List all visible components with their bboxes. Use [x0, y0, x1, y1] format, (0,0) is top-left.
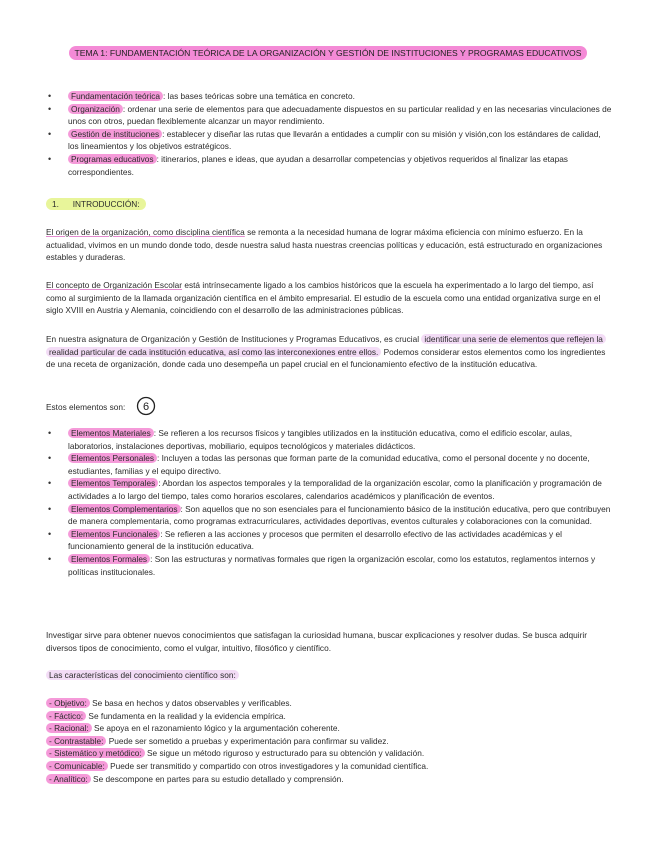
characteristic-term: - Racional: [46, 723, 92, 733]
characteristic-term: - Objetivo: [46, 698, 90, 708]
element-term: Elementos Formales [68, 554, 150, 564]
definition-term: Gestión de instituciones [68, 129, 162, 139]
characteristic-text: Se fundamenta en la realidad y la evidencia empírica. [86, 710, 286, 721]
concept-text: está intrínsecamente ligado a los cambios históricos que la escuela ha experimentado a lo largo del tiempo, así como al surgimiento de la llamada organización científica en el ámbito empresarial. El estudio de la escuela como una entidad organizativa surge en el siglo XVIII en Austria y Alemania, coincidiendo con el desarrollo de las administraciones públicas. [46, 280, 601, 316]
elements-intro: Estos elementos son: [46, 402, 126, 413]
element-item [46, 503, 612, 528]
element-item [46, 452, 612, 477]
research-text: Investigar sirve para obtener nuevos conocimientos que satisfagan la curiosidad humana, buscar explicaciones y resolver dudas. Se busca adquirir diversos tipos de conocimiento, como el vulgar, intuitivo, filosófico y científico. [46, 630, 587, 653]
origin-lead: El origen de la organización, como disciplina científica [46, 227, 245, 237]
definition-item [46, 153, 612, 178]
title-block [55, 46, 601, 61]
characteristic-term: - Contrastable: [46, 736, 106, 746]
characteristic-term: - Fáctico: [46, 711, 86, 721]
element-text: : Son aquellos que no son esenciales para el funcionamiento básico de la institución educativa, pero que contribuyen de manera complementaria, como programas extracurriculares, actividades deportivas, eventos culturales y colaboraciones con la comunidad. [68, 503, 611, 527]
definition-text: : itinerarios, planes e ideas, que ayudan a desarrollar competencias y objetivos requeridos al finalizar las etapas correspondientes. [68, 153, 568, 177]
characteristic-term: - Comunicable: [46, 761, 108, 771]
page-title: TEMA 1: FUNDAMENTACIÓN TEÓRICA DE LA ORGANIZACIÓN Y GESTIÓN DE INSTITUCIONES Y PROGRAMAS EDUCATIVOS [69, 46, 588, 60]
intro-heading: 1. INTRODUCCIÓN: [46, 198, 146, 210]
element-term: Elementos Materiales [68, 428, 154, 438]
characteristic-term: - Analítico: [46, 774, 91, 784]
characteristic-text: Puede ser sometido a pruebas y experimentación para confirmar su validez. [106, 735, 389, 746]
circled-number-icon [136, 396, 156, 416]
definition-item [46, 128, 612, 153]
concept-lead: El concepto de Organización Escolar [46, 280, 183, 290]
element-text: : Abordan los aspectos temporales y la temporalidad de la organización escolar, como la planificación y programación de actividades a lo largo del tiempo, tales como horarios escolares, calendarios académicos y planificación de eventos. [68, 478, 602, 501]
characteristic-item [46, 735, 612, 748]
paragraph-origin [46, 226, 612, 264]
paragraph-subject [46, 333, 612, 371]
element-item [46, 553, 612, 578]
element-text: : Son las estructuras y normativas formales que rigen la organización escolar, como los estatutos, reglamentos internos y políticas institucionales. [68, 553, 596, 577]
element-term: Elementos Personales [68, 453, 157, 463]
element-text: : Se refieren a las acciones y procesos que permiten el desarrollo efectivo de las actividades académicas y el funcionamiento general de la institución educativa. [68, 528, 562, 552]
paragraph-research [46, 629, 612, 654]
element-text: : Se refieren a los recursos físicos y tangibles utilizados en la institución educativa, como el edificio escolar, aulas, laboratorios, instalaciones deportivas, mobiliario, equipos tecnológicos y materiales didácticos. [68, 428, 573, 451]
element-term: Elementos Complementarios [68, 504, 181, 514]
definition-text: : las bases teóricas sobre una temática en concreto. [163, 91, 355, 101]
characteristics-heading: Las características del conocimiento científico son: [46, 670, 239, 680]
definitions-list [46, 90, 612, 178]
characteristic-text: Se apoya en el razonamiento lógico y la argumentación coherente. [91, 723, 340, 734]
characteristic-item [46, 760, 612, 773]
element-term: Elementos Funcionales [68, 529, 160, 539]
characteristic-item [46, 710, 612, 723]
characteristic-item [46, 773, 612, 786]
definition-text: : establecer y diseñar las rutas que llevarán a entidades a cumplir con su misión y visión,con los estándares de calidad, los lineamientos y los objetivos estratégicos. [68, 128, 601, 152]
subject-text-before: En nuestra asignatura de Organización y Gestión de Instituciones y Programas Educativos, es crucial [46, 334, 422, 344]
definition-text: : ordenar una serie de elementos para que adecuadamente dispuestos en su particular realidad y en las necesarias vinculaciones de unos con otros, puedan flexiblemente alcanzar un mayor rendimiento. [68, 103, 612, 127]
origin-text: se remonta a la necesidad humana de lograr máxima eficiencia con mínimo esfuerzo. En la actualidad, vivimos en un mundo donde todo, desde nuestra salud hasta nuestras creencias políticas y educación, está estructurado en organizaciones estables y duraderas. [46, 227, 603, 263]
subject-text-after: Podemos considerar estos elementos como los ingredientes de una receta de organización, donde cada uno desempeña un papel crucial en el funcionamiento efectivo de la institución educativa. [46, 346, 606, 370]
elements-section [46, 427, 612, 578]
paragraph-concept [46, 279, 612, 317]
characteristic-text: Se sigue un método riguroso y estructurado para su obtención y validación. [144, 748, 425, 759]
characteristic-text: Se descompone en partes para su estudio detallado y comprensión. [90, 773, 344, 784]
characteristic-item [46, 722, 612, 735]
subject-highlight: identificar una serie de elementos que reflejen la realidad particular de cada institución educativa, así como las interconexiones entre ellos. [46, 334, 606, 357]
characteristic-item [46, 697, 612, 710]
characteristic-text: Puede ser transmitido y compartido con otros investigadores y la comunidad científica. [107, 760, 429, 771]
definition-item [46, 90, 612, 103]
definitions-section [46, 90, 612, 178]
characteristic-item [46, 747, 612, 760]
definition-term: Organización [68, 104, 123, 114]
element-term: Elementos Temporales [68, 478, 158, 488]
definition-term: Fundamentación teórica [68, 91, 163, 101]
definition-item [46, 103, 612, 128]
definition-term: Programas educativos [68, 154, 157, 164]
element-item [46, 427, 612, 452]
characteristics-heading-block [46, 669, 612, 682]
intro-heading-block [46, 198, 612, 211]
elements-intro-block [46, 398, 612, 418]
element-item [46, 528, 612, 553]
element-text: : Incluyen a todas las personas que forman parte de la comunidad educativa, como el personal docente y no docente, estudiantes, familias y el equipo directivo. [68, 453, 590, 476]
characteristics-section [46, 697, 612, 785]
elements-list [46, 427, 612, 578]
characteristic-text: Se basa en hechos y datos observables y verificables. [89, 698, 292, 708]
element-item [46, 477, 612, 502]
circled-number-glyph: 6 [142, 401, 149, 413]
characteristic-term: - Sistemático y metódico: [46, 748, 145, 758]
